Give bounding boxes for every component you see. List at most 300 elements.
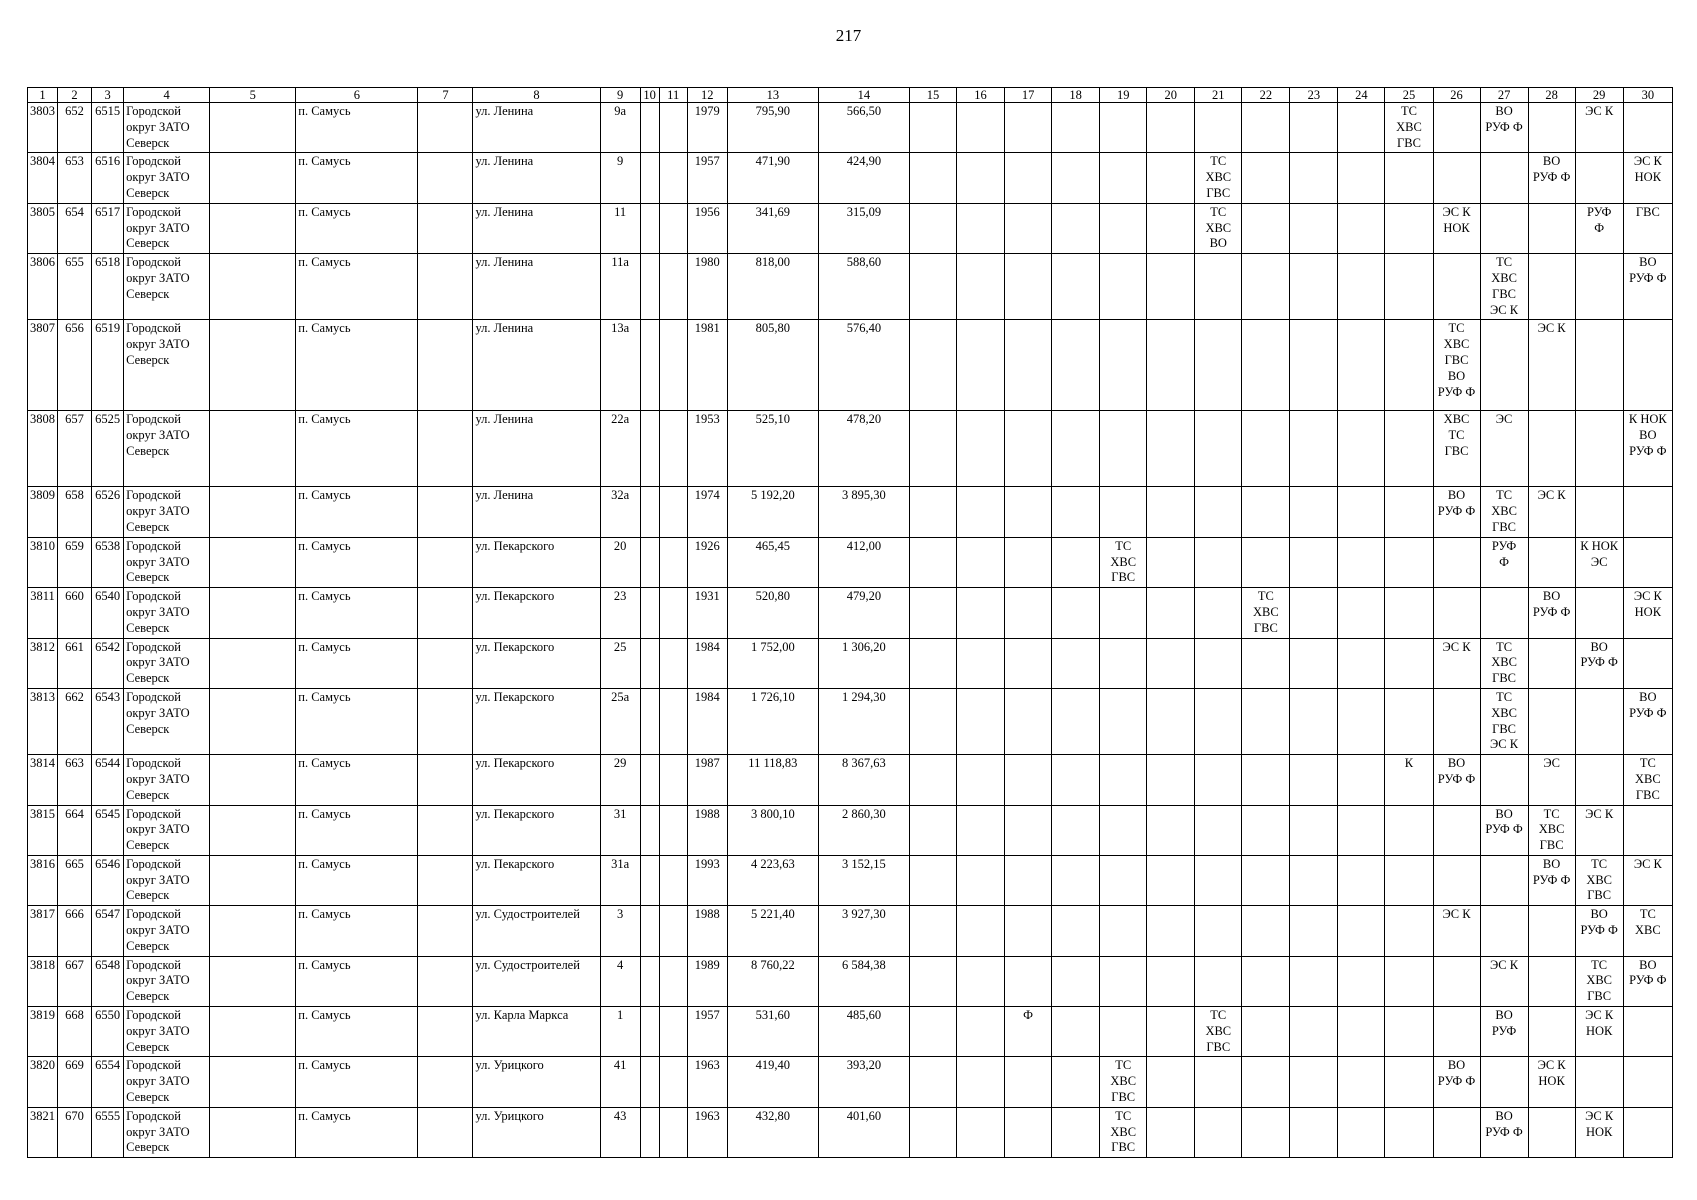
column-header: 19 [1100, 88, 1147, 103]
empty-cell [1005, 855, 1052, 905]
cell-col-13: 5 221,40 [727, 906, 818, 956]
empty-cell [1338, 1007, 1385, 1057]
empty-cell [210, 487, 296, 537]
cell-col-1: 3818 [28, 956, 58, 1006]
empty-cell [909, 906, 956, 956]
cell-col-26: ЭС К [1433, 638, 1480, 688]
empty-cell [957, 1007, 1005, 1057]
cell-col-12: 1984 [687, 688, 727, 754]
empty-cell [418, 805, 473, 855]
cell-col-3: 6542 [92, 638, 124, 688]
cell-col-1: 3815 [28, 805, 58, 855]
empty-cell [210, 320, 296, 411]
cell-col-4: Городской округ ЗАТО Северск [124, 588, 210, 638]
cell-col-13: 432,80 [727, 1107, 818, 1157]
empty-cell [640, 906, 659, 956]
cell-col-3: 6544 [92, 755, 124, 805]
empty-cell [1052, 537, 1100, 587]
cell-col-1: 3809 [28, 487, 58, 537]
column-header: 7 [418, 88, 473, 103]
cell-col-12: 1988 [687, 906, 727, 956]
empty-cell [418, 1007, 473, 1057]
cell-col-28: ЭС К [1528, 320, 1575, 411]
cell-col-12: 1993 [687, 855, 727, 905]
table-row [28, 203, 1673, 253]
empty-cell [1480, 855, 1528, 905]
empty-cell [1147, 254, 1195, 320]
empty-cell [909, 855, 956, 905]
cell-col-9: 23 [600, 588, 640, 638]
cell-col-1: 3811 [28, 588, 58, 638]
empty-cell [1433, 537, 1480, 587]
empty-cell [1575, 411, 1623, 487]
cell-col-4: Городской округ ЗАТО Северск [124, 103, 210, 153]
empty-cell [1338, 956, 1385, 1006]
empty-cell [1338, 638, 1385, 688]
cell-col-2: 661 [58, 638, 92, 688]
empty-cell [1147, 638, 1195, 688]
empty-cell [1052, 638, 1100, 688]
empty-cell [909, 956, 956, 1006]
cell-col-3: 6526 [92, 487, 124, 537]
empty-cell [1338, 203, 1385, 253]
empty-cell [640, 411, 659, 487]
cell-col-3: 6555 [92, 1107, 124, 1157]
cell-col-6: п. Самусь [296, 755, 418, 805]
cell-col-21: ТС ХВС ГВС [1195, 153, 1242, 203]
empty-cell [1242, 254, 1290, 320]
cell-col-12: 1953 [687, 411, 727, 487]
column-header: 2 [58, 88, 92, 103]
empty-cell [1100, 320, 1147, 411]
cell-col-14: 588,60 [818, 254, 909, 320]
empty-cell [1433, 588, 1480, 638]
cell-col-8: ул. Ленина [473, 254, 600, 320]
cell-col-13: 520,80 [727, 588, 818, 638]
cell-col-6: п. Самусь [296, 320, 418, 411]
empty-cell [1195, 755, 1242, 805]
empty-cell [640, 855, 659, 905]
cell-col-28: ЭС К [1528, 487, 1575, 537]
cell-col-13: 1 726,10 [727, 688, 818, 754]
empty-cell [1100, 956, 1147, 1006]
empty-cell [1528, 1007, 1575, 1057]
table-row [28, 1007, 1673, 1057]
empty-cell [1052, 1007, 1100, 1057]
cell-col-26: ХВС ТС ГВС [1433, 411, 1480, 487]
cell-col-13: 3 800,10 [727, 805, 818, 855]
empty-cell [640, 1057, 659, 1107]
cell-col-28: ВО РУФ Ф [1528, 588, 1575, 638]
empty-cell [1290, 254, 1338, 320]
empty-cell [659, 153, 687, 203]
column-header: 18 [1052, 88, 1100, 103]
empty-cell [1052, 1107, 1100, 1157]
empty-cell [1433, 254, 1480, 320]
cell-col-25: К [1385, 755, 1433, 805]
cell-col-9: 43 [600, 1107, 640, 1157]
cell-col-13: 795,90 [727, 103, 818, 153]
cell-col-8: ул. Пекарского [473, 688, 600, 754]
empty-cell [1338, 320, 1385, 411]
cell-col-13: 5 192,20 [727, 487, 818, 537]
empty-cell [1480, 320, 1528, 411]
cell-col-2: 652 [58, 103, 92, 153]
empty-cell [1575, 487, 1623, 537]
empty-cell [418, 755, 473, 805]
cell-col-30: ЭС К [1623, 855, 1672, 905]
cell-col-2: 663 [58, 755, 92, 805]
column-header: 26 [1433, 88, 1480, 103]
empty-cell [1052, 1057, 1100, 1107]
empty-cell [1338, 487, 1385, 537]
table-row [28, 487, 1673, 537]
empty-cell [957, 320, 1005, 411]
cell-col-9: 4 [600, 956, 640, 1006]
empty-cell [1385, 688, 1433, 754]
empty-cell [1147, 755, 1195, 805]
empty-cell [640, 153, 659, 203]
cell-col-8: ул. Пекарского [473, 755, 600, 805]
empty-cell [1005, 254, 1052, 320]
empty-cell [1005, 103, 1052, 153]
empty-cell [1242, 411, 1290, 487]
empty-cell [640, 805, 659, 855]
cell-col-4: Городской округ ЗАТО Северск [124, 320, 210, 411]
empty-cell [909, 103, 956, 153]
cell-col-13: 8 760,22 [727, 956, 818, 1006]
cell-col-6: п. Самусь [296, 906, 418, 956]
cell-col-13: 465,45 [727, 537, 818, 587]
cell-col-2: 666 [58, 906, 92, 956]
empty-cell [1242, 487, 1290, 537]
table-row [28, 320, 1673, 411]
empty-cell [640, 203, 659, 253]
cell-col-14: 424,90 [818, 153, 909, 203]
cell-col-3: 6538 [92, 537, 124, 587]
table-row [28, 906, 1673, 956]
cell-col-8: ул. Карла Маркса [473, 1007, 600, 1057]
empty-cell [1480, 1057, 1528, 1107]
cell-col-12: 1987 [687, 755, 727, 805]
cell-col-3: 6554 [92, 1057, 124, 1107]
empty-cell [418, 411, 473, 487]
cell-col-9: 25 [600, 638, 640, 688]
empty-cell [1100, 805, 1147, 855]
cell-col-27: ТС ХВС ГВС ЭС К [1480, 254, 1528, 320]
empty-cell [1100, 254, 1147, 320]
cell-col-9: 41 [600, 1057, 640, 1107]
cell-col-30: ЭС К НОК [1623, 153, 1672, 203]
empty-cell [418, 487, 473, 537]
cell-col-12: 1974 [687, 487, 727, 537]
empty-cell [1290, 203, 1338, 253]
cell-col-3: 6518 [92, 254, 124, 320]
empty-cell [418, 956, 473, 1006]
empty-cell [1623, 638, 1672, 688]
empty-cell [1480, 588, 1528, 638]
page-number: 217 [835, 26, 862, 45]
empty-cell [957, 254, 1005, 320]
table-row [28, 588, 1673, 638]
empty-cell [1052, 956, 1100, 1006]
cell-col-12: 1988 [687, 805, 727, 855]
empty-cell [957, 411, 1005, 487]
empty-cell [1433, 1107, 1480, 1157]
empty-cell [1338, 1057, 1385, 1107]
cell-col-1: 3819 [28, 1007, 58, 1057]
cell-col-4: Городской округ ЗАТО Северск [124, 855, 210, 905]
empty-cell [1147, 537, 1195, 587]
empty-cell [1623, 1007, 1672, 1057]
empty-cell [1242, 805, 1290, 855]
empty-cell [1385, 855, 1433, 905]
table-row [28, 638, 1673, 688]
cell-col-2: 654 [58, 203, 92, 253]
empty-cell [1242, 906, 1290, 956]
empty-cell [418, 1107, 473, 1157]
empty-cell [1195, 638, 1242, 688]
empty-cell [1005, 153, 1052, 203]
column-header: 6 [296, 88, 418, 103]
empty-cell [909, 1057, 956, 1107]
cell-col-2: 655 [58, 254, 92, 320]
cell-col-8: ул. Пекарского [473, 855, 600, 905]
empty-cell [659, 487, 687, 537]
empty-cell [659, 1007, 687, 1057]
column-header: 27 [1480, 88, 1528, 103]
cell-col-6: п. Самусь [296, 153, 418, 203]
empty-cell [1575, 320, 1623, 411]
cell-col-12: 1989 [687, 956, 727, 1006]
cell-col-14: 478,20 [818, 411, 909, 487]
cell-col-26: ВО РУФ Ф [1433, 755, 1480, 805]
cell-col-13: 805,80 [727, 320, 818, 411]
cell-col-8: ул. Ленина [473, 411, 600, 487]
empty-cell [1433, 956, 1480, 1006]
empty-cell [210, 103, 296, 153]
empty-cell [1433, 153, 1480, 203]
cell-col-25: ТС ХВС ГВС [1385, 103, 1433, 153]
cell-col-29: ЭС К НОК [1575, 1007, 1623, 1057]
cell-col-13: 471,90 [727, 153, 818, 203]
empty-cell [1052, 588, 1100, 638]
cell-col-27: ЭС [1480, 411, 1528, 487]
table-row [28, 1107, 1673, 1157]
empty-cell [1005, 906, 1052, 956]
cell-col-4: Городской округ ЗАТО Северск [124, 1007, 210, 1057]
empty-cell [210, 638, 296, 688]
empty-cell [1195, 688, 1242, 754]
cell-col-1: 3814 [28, 755, 58, 805]
empty-cell [210, 588, 296, 638]
cell-col-13: 818,00 [727, 254, 818, 320]
cell-col-8: ул. Пекарского [473, 638, 600, 688]
cell-col-8: ул. Урицкого [473, 1107, 600, 1157]
cell-col-12: 1981 [687, 320, 727, 411]
cell-col-14: 3 152,15 [818, 855, 909, 905]
empty-cell [957, 956, 1005, 1006]
empty-cell [1005, 638, 1052, 688]
cell-col-26: ТС ХВС ГВС ВО РУФ Ф [1433, 320, 1480, 411]
cell-col-9: 29 [600, 755, 640, 805]
cell-col-12: 1980 [687, 254, 727, 320]
cell-col-30: ЭС К НОК [1623, 588, 1672, 638]
empty-cell [210, 956, 296, 1006]
cell-col-9: 9а [600, 103, 640, 153]
cell-col-1: 3810 [28, 537, 58, 587]
cell-col-19: ТС ХВС ГВС [1100, 1057, 1147, 1107]
column-header: 25 [1385, 88, 1433, 103]
cell-col-14: 566,50 [818, 103, 909, 153]
empty-cell [418, 537, 473, 587]
empty-cell [1005, 411, 1052, 487]
empty-cell [1290, 906, 1338, 956]
empty-cell [418, 855, 473, 905]
cell-col-4: Городской округ ЗАТО Северск [124, 153, 210, 203]
empty-cell [1385, 537, 1433, 587]
cell-col-26: ВО РУФ Ф [1433, 487, 1480, 537]
cell-col-1: 3803 [28, 103, 58, 153]
cell-col-2: 664 [58, 805, 92, 855]
empty-cell [210, 688, 296, 754]
cell-col-2: 668 [58, 1007, 92, 1057]
cell-col-30: ТС ХВС ГВС [1623, 755, 1672, 805]
empty-cell [1242, 1007, 1290, 1057]
cell-col-14: 3 895,30 [818, 487, 909, 537]
cell-col-26: ВО РУФ Ф [1433, 1057, 1480, 1107]
cell-col-14: 315,09 [818, 203, 909, 253]
empty-cell [1290, 537, 1338, 587]
cell-col-12: 1984 [687, 638, 727, 688]
empty-cell [1005, 755, 1052, 805]
column-header: 29 [1575, 88, 1623, 103]
empty-cell [659, 103, 687, 153]
empty-cell [1242, 956, 1290, 1006]
empty-cell [1195, 411, 1242, 487]
empty-cell [1338, 254, 1385, 320]
empty-cell [1338, 688, 1385, 754]
cell-col-14: 3 927,30 [818, 906, 909, 956]
empty-cell [1242, 153, 1290, 203]
empty-cell [659, 537, 687, 587]
cell-col-9: 31а [600, 855, 640, 905]
cell-col-6: п. Самусь [296, 537, 418, 587]
cell-col-13: 4 223,63 [727, 855, 818, 905]
empty-cell [957, 906, 1005, 956]
empty-cell [1147, 1007, 1195, 1057]
cell-col-2: 659 [58, 537, 92, 587]
empty-cell [659, 855, 687, 905]
empty-cell [1575, 153, 1623, 203]
empty-cell [1338, 906, 1385, 956]
cell-col-29: К НОК ЭС [1575, 537, 1623, 587]
column-header: 28 [1528, 88, 1575, 103]
table-row [28, 411, 1673, 487]
empty-cell [1385, 1057, 1433, 1107]
cell-col-8: ул. Ленина [473, 153, 600, 203]
empty-cell [1528, 1107, 1575, 1157]
empty-cell [1623, 103, 1672, 153]
empty-cell [210, 203, 296, 253]
cell-col-4: Городской округ ЗАТО Северск [124, 638, 210, 688]
empty-cell [1147, 688, 1195, 754]
cell-col-27: ВО РУФ [1480, 1007, 1528, 1057]
empty-cell [640, 638, 659, 688]
cell-col-3: 6516 [92, 153, 124, 203]
empty-cell [1195, 1107, 1242, 1157]
empty-cell [418, 153, 473, 203]
empty-cell [640, 956, 659, 1006]
empty-cell [909, 487, 956, 537]
cell-col-12: 1957 [687, 1007, 727, 1057]
empty-cell [1005, 805, 1052, 855]
cell-col-30: ВО РУФ Ф [1623, 688, 1672, 754]
empty-cell [909, 1107, 956, 1157]
empty-cell [210, 855, 296, 905]
cell-col-12: 1956 [687, 203, 727, 253]
cell-col-3: 6540 [92, 588, 124, 638]
cell-col-4: Городской округ ЗАТО Северск [124, 203, 210, 253]
cell-col-8: ул. Ленина [473, 203, 600, 253]
column-header: 22 [1242, 88, 1290, 103]
cell-col-8: ул. Ленина [473, 103, 600, 153]
empty-cell [1147, 1057, 1195, 1107]
cell-col-27: ВО РУФ Ф [1480, 103, 1528, 153]
cell-col-12: 1931 [687, 588, 727, 638]
cell-col-6: п. Самусь [296, 1107, 418, 1157]
column-header: 8 [473, 88, 600, 103]
empty-cell [957, 203, 1005, 253]
empty-cell [1052, 320, 1100, 411]
column-header: 10 [640, 88, 659, 103]
empty-cell [1242, 755, 1290, 805]
empty-cell [909, 320, 956, 411]
empty-cell [1338, 1107, 1385, 1157]
empty-cell [1338, 103, 1385, 153]
empty-cell [1290, 805, 1338, 855]
empty-cell [418, 103, 473, 153]
empty-cell [418, 320, 473, 411]
cell-col-3: 6547 [92, 906, 124, 956]
empty-cell [1575, 1057, 1623, 1107]
empty-cell [1338, 805, 1385, 855]
empty-cell [1195, 103, 1242, 153]
cell-col-1: 3816 [28, 855, 58, 905]
empty-cell [1528, 103, 1575, 153]
empty-cell [1290, 1007, 1338, 1057]
empty-cell [210, 153, 296, 203]
cell-col-12: 1963 [687, 1107, 727, 1157]
cell-col-6: п. Самусь [296, 956, 418, 1006]
empty-cell [1052, 411, 1100, 487]
cell-col-27: ВО РУФ Ф [1480, 1107, 1528, 1157]
empty-cell [418, 1057, 473, 1107]
empty-cell [1100, 1007, 1147, 1057]
cell-col-28: ТС ХВС ГВС [1528, 805, 1575, 855]
cell-col-9: 20 [600, 537, 640, 587]
empty-cell [1575, 588, 1623, 638]
empty-cell [1195, 1057, 1242, 1107]
column-header: 1 [28, 88, 58, 103]
cell-col-1: 3806 [28, 254, 58, 320]
cell-col-6: п. Самусь [296, 103, 418, 153]
empty-cell [909, 153, 956, 203]
cell-col-1: 3813 [28, 688, 58, 754]
cell-col-28: ЭС К НОК [1528, 1057, 1575, 1107]
empty-cell [210, 1007, 296, 1057]
empty-cell [659, 755, 687, 805]
